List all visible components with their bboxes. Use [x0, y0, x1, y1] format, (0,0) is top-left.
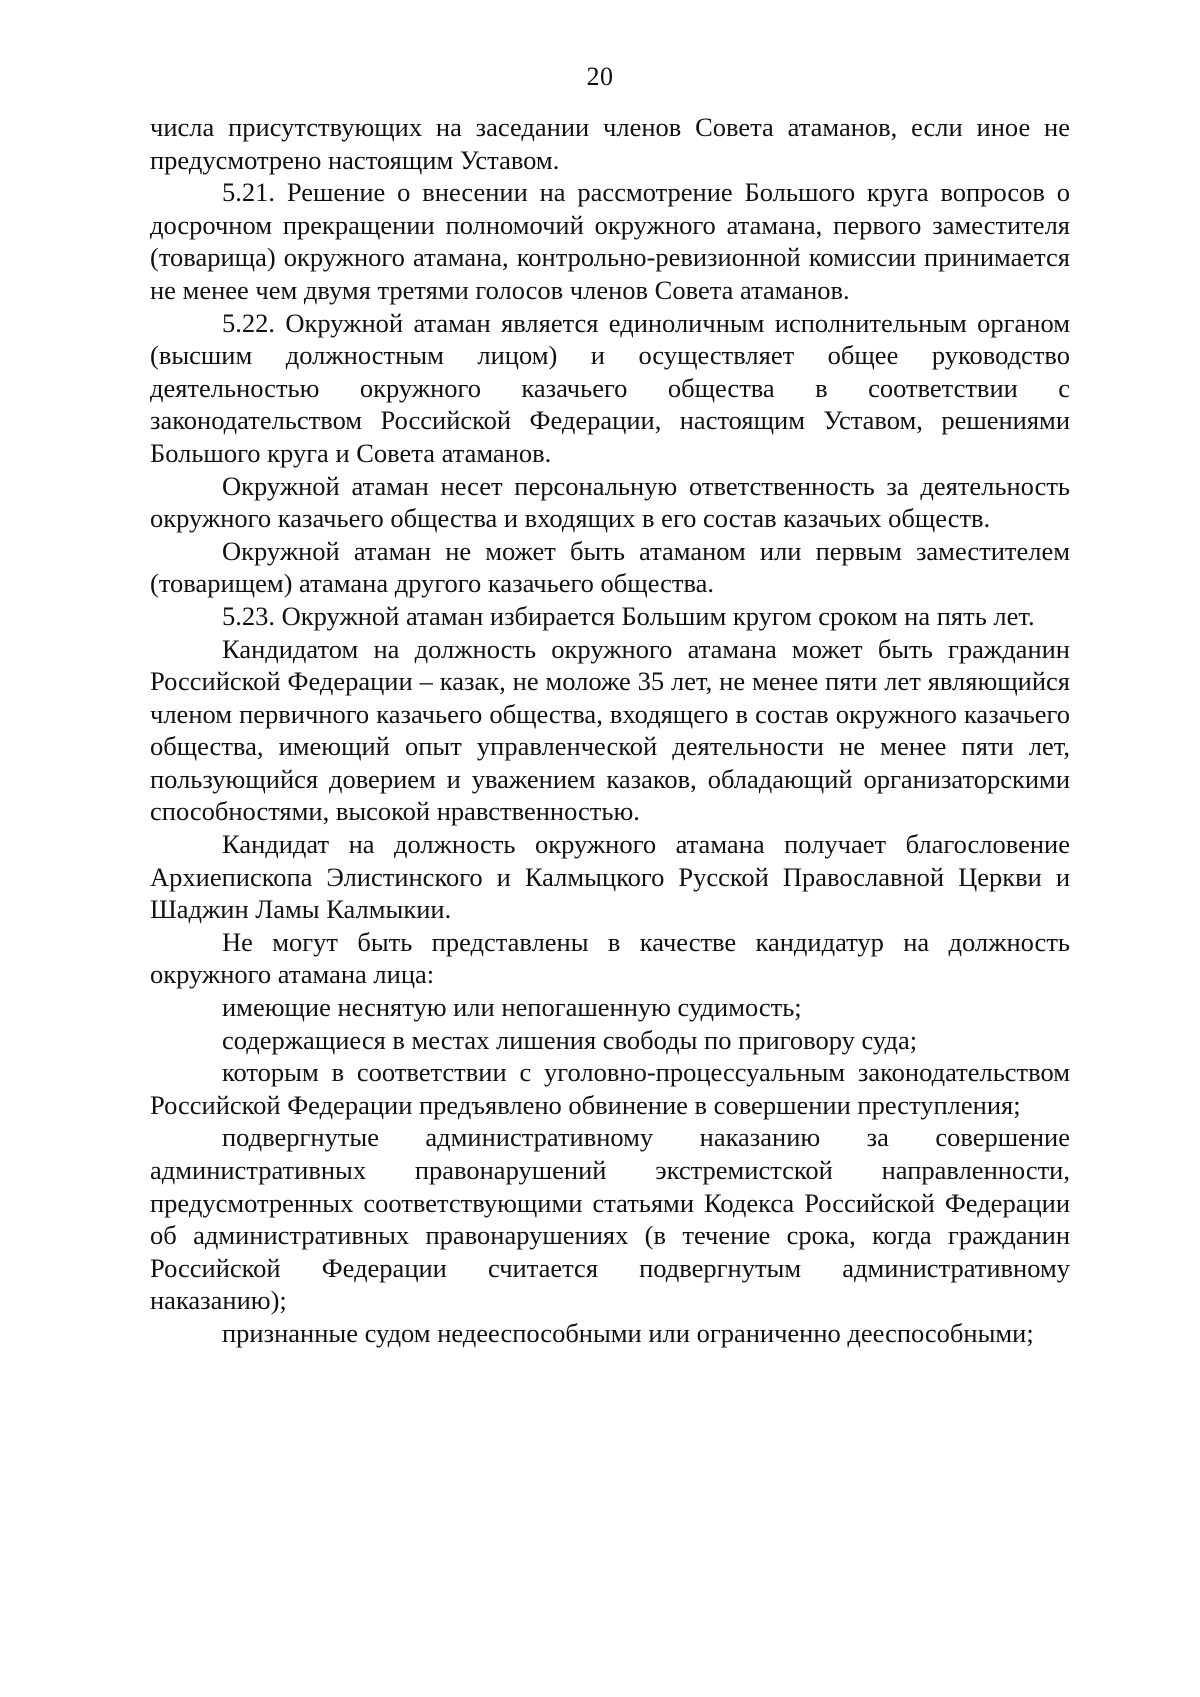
paragraph: числа присутствующих на заседании членов Совета атаманов, если иное не предусмотрено настоящим Уставом.: [150, 112, 1070, 175]
list-item: которым в соответствии с уголовно-процессуальным законодательством Российской Федерации предъявлено обвинение в совершении преступления;: [150, 1057, 1070, 1120]
paragraph: 5.23. Окружной атаман избирается Большим кругом сроком на пять лет.: [222, 600, 1035, 631]
paragraph: Окружной атаман несет персональную ответственность за деятельность окружного казачьего общества и входящих в его состав казачьих обществ.: [150, 470, 1070, 534]
list-item: имеющие неснятую или непогашенную судимость;: [222, 992, 802, 1023]
list-item: признанные судом недееспособными или ограниченно дееспособными;: [222, 1317, 1034, 1348]
paragraph: Кандидатом на должность окружного атамана может быть гражданин Российской Федерации – казак, не моложе 35 лет, не менее пяти лет являющийся членом первичного казачьего общества, входящего в состав окружного казачьего общества, имеющий опыт управленческой деятельности не менее пяти лет, пользующийся доверием и уважением казаков, обладающий организаторскими способностями, высокой нравственностью.: [150, 633, 1070, 827]
paragraph: 5.21. Решение о внесении на рассмотрение Большого круга вопросов о досрочном прекращении полномочий окружного атамана, первого заместителя (товарища) окружного атамана, контрольно-ревизионной комиссии принимается не менее чем двумя третями голосов членов Совета атаманов.: [150, 177, 1070, 305]
list-item: подвергнутые административному наказанию за совершение административных правонарушений экстремистской направленности, предусмотренных соответствующими статьями Кодекса Российской Федерации об административных правонарушениях (в течение срока, когда гражданин Российской Федерации считается подвергнутым административному наказанию);: [150, 1122, 1070, 1316]
paragraph: Не могут быть представлены в качестве кандидатур на должность окружного атамана лица:: [150, 926, 1070, 990]
paragraph: Окружной атаман не может быть атаманом или первым заместителем (товарищем) атамана другого казачьего общества.: [150, 535, 1070, 599]
paragraph: Кандидат на должность окружного атамана получает благословение Архиепископа Элистинского и Калмыцкого Русской Православной Церкви и Шаджин Ламы Калмыкии.: [150, 829, 1070, 925]
document-body: [150, 111, 1070, 1350]
list-item: содержащиеся в местах лишения свободы по приговору суда;: [222, 1024, 918, 1055]
paragraph: 5.22. Окружной атаман является единоличным исполнительным органом (высшим должностным лицом) и осуществляет общее руководство деятельностью окружного казачьего общества в соответствии с законодательством Российской Федерации, настоящим Уставом, решениями Большого круга и Совета атаманов.: [150, 307, 1070, 468]
page-number: 20: [586, 62, 614, 91]
